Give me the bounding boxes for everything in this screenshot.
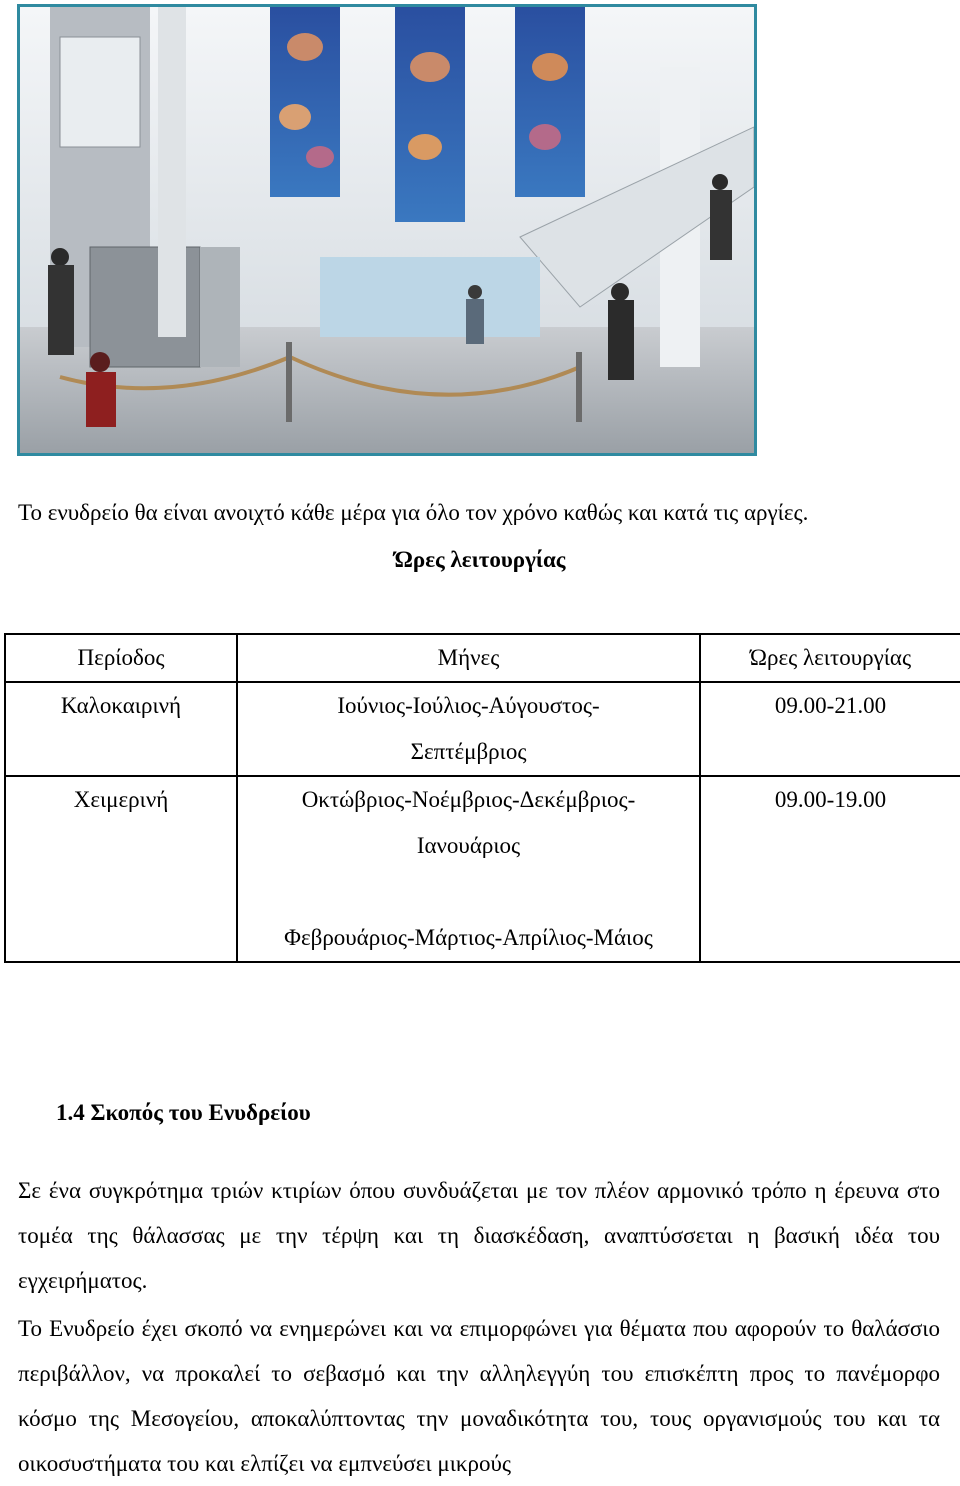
months-line: Ιανουάριος xyxy=(416,833,521,858)
period-cell: Χειμερινή xyxy=(5,776,237,962)
header-period: Περίοδος xyxy=(5,634,237,682)
months-line: Ιούνιος-Ιούλιος-Αύγουστος- xyxy=(337,693,600,718)
aquarium-lobby-photo xyxy=(17,4,757,456)
body-paragraph: Το Ενυδρείο έχει σκοπό να ενημερώνει και να επιμορφώνει για θέματα που αφορούν το θαλάσσιο περιβάλλον, να προκαλεί το σεβασμό και την αλληλεγγύη του επισκέπτη προς το πανέμορφο κόσμο της Μεσογείου, αποκαλύπτοντας την μοναδικότητα του, τους οργανισμούς του και τα οικοσυστήματα του και ελπίζει να εμπνεύσει μικρούς xyxy=(18,1316,940,1476)
header-months: Μήνες xyxy=(237,634,700,682)
months-line: Σεπτέμβριος xyxy=(410,739,527,764)
months-line: Οκτώβριος-Νοέμβριος-Δεκέμβριος- xyxy=(301,787,636,812)
months-cell xyxy=(237,682,700,776)
period-cell: Καλοκαιρινή xyxy=(5,682,237,776)
section-heading: 1.4 Σκοπός του Ενυδρείου xyxy=(56,1100,311,1125)
months-spacer xyxy=(238,869,699,915)
opening-hours-table xyxy=(4,633,960,963)
months-line: Φεβρουάριος-Μάρτιος-Απρίλιος-Μάιος xyxy=(284,925,653,950)
months-cell xyxy=(237,776,700,962)
table-header-row xyxy=(5,634,960,682)
body-paragraph: Σε ένα συγκρότημα τριών κτιρίων όπου συνδυάζεται με τον πλέον αρμονικό τρόπο η έρευνα στο τομέα της θάλασσας με την τέρψη και τη διασκέδαση, αναπτύσσεται η βασική ιδέα του εγχειρήματος. xyxy=(18,1178,940,1293)
hours-cell: 09.00-21.00 xyxy=(700,682,960,776)
hours-cell: 09.00-19.00 xyxy=(700,776,960,962)
opening-hours-title: Ώρες λειτουργίας xyxy=(394,547,566,572)
opening-info-text: Το ενυδρείο θα είναι ανοιχτό κάθε μέρα για όλο τον χρόνο καθώς και κατά τις αργίες. xyxy=(18,500,809,525)
lobby-illustration xyxy=(20,7,754,453)
header-hours: Ώρες λειτουργίας xyxy=(700,634,960,682)
table-row xyxy=(5,776,960,962)
table-row xyxy=(5,682,960,776)
